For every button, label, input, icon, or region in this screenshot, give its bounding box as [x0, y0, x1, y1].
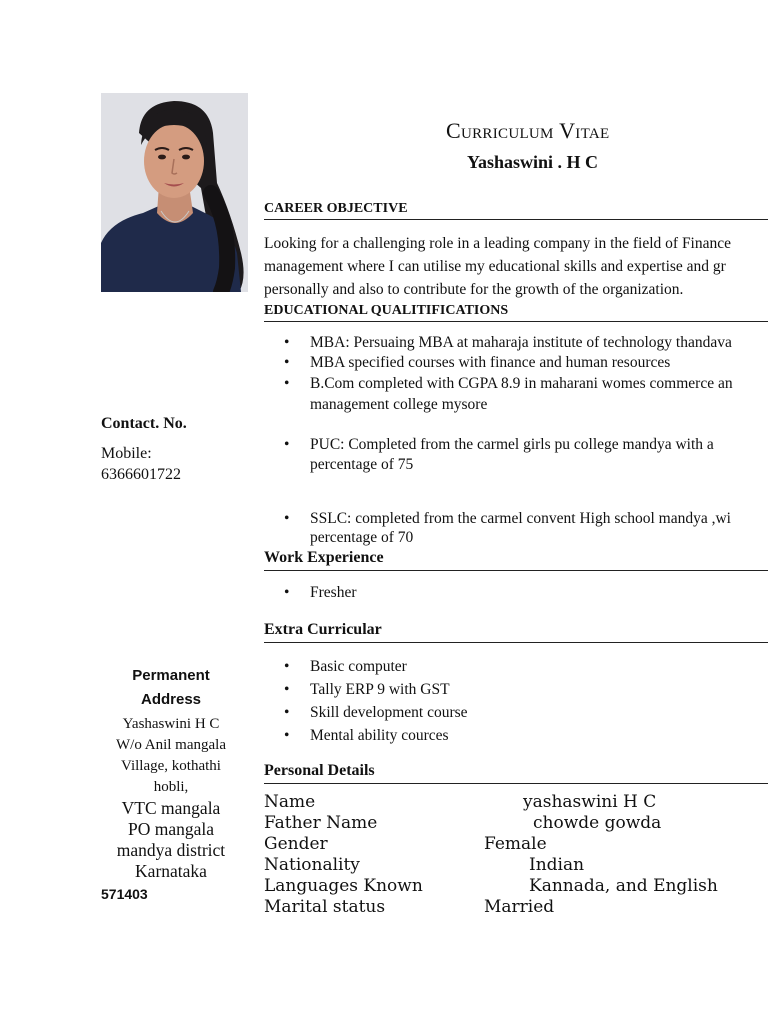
address-line: W/o Anil mangala [116, 737, 226, 753]
education-item [264, 373, 768, 415]
extra-curricular-text: Tally ERP 9 with GST [310, 681, 450, 698]
address-line: Village, kothathi [121, 758, 221, 774]
mobile-label: Mobile: [101, 445, 152, 462]
detail-label: Gender [264, 834, 328, 854]
address-line: mandya district [116, 840, 226, 860]
work-experience-item [264, 583, 768, 603]
detail-label: Name [264, 792, 316, 812]
education-item-text: • PUC: Completed from the carmel girls pu college mandya with a [310, 436, 714, 453]
address-line: Yashaswini H C [122, 716, 220, 732]
education-heading: EDUCATIONAL QUALITIFICATIONS [264, 302, 768, 322]
education-item-text: percentage of 70 [310, 529, 414, 546]
extra-curricular-item [264, 724, 768, 747]
personal-details-labels [264, 792, 423, 918]
address-line: PO mangala [127, 819, 215, 839]
detail-value-gender: Female [484, 834, 547, 854]
education-item-text: percentage of 75 [310, 456, 414, 473]
address-line: VTC mangala [121, 798, 221, 818]
education-item-text: • B.Com completed with CGPA 8.9 in maharani womes commerce an [310, 375, 733, 392]
candidate-name: Yashaswini . H C [467, 152, 599, 172]
work-experience-heading: Work Experience [264, 548, 768, 571]
detail-label: Marital status [264, 897, 386, 917]
personal-details-heading: Personal Details [264, 761, 768, 784]
education-item [264, 353, 768, 373]
contact-details [101, 443, 181, 485]
detail-label: Father Name [264, 813, 378, 833]
permanent-address [96, 664, 246, 882]
page-title: Curriculum Vitae [446, 118, 610, 143]
work-experience-list [264, 583, 768, 603]
extra-curricular-text: Basic computer [310, 658, 407, 675]
education-list [264, 333, 768, 547]
profile-photo [101, 93, 248, 292]
career-objective-heading: CAREER OBJECTIVE [264, 200, 768, 220]
address-pincode: 571403 [101, 886, 148, 902]
education-item [264, 509, 768, 547]
extra-curricular-item [264, 701, 768, 724]
address-line: hobli, [153, 779, 189, 795]
detail-value-marital: Married [484, 897, 555, 917]
contact-heading: Contact. No. [101, 415, 187, 432]
extra-curricular-item [264, 678, 768, 701]
address-heading-line1: Permanent [132, 667, 210, 684]
education-item-text: MBA: Persuaing MBA at maharaja institute of technology thandava [310, 334, 732, 351]
objective-line: Looking for a challenging role in a leading company in the field of Finance [264, 235, 732, 252]
detail-label: Nationality [264, 855, 360, 875]
education-item [264, 333, 768, 353]
extra-curricular-item [264, 655, 768, 678]
extra-curricular-list [264, 655, 768, 747]
detail-value-name: yashaswini H C [523, 792, 657, 812]
mobile-number: 6366601722 [101, 466, 181, 483]
detail-label: Languages Known [264, 876, 423, 896]
objective-line: management where I can utilise my educational skills and expertise and gr [264, 258, 726, 275]
extra-curricular-text: Skill development course [310, 704, 468, 721]
detail-value-languages: Kannada, and English [529, 876, 718, 896]
work-experience-text: Fresher [310, 584, 357, 601]
detail-value-father: chowde gowda [533, 813, 662, 833]
objective-line: personally and also to contribute for the growth of the organization. [264, 281, 684, 298]
education-item [264, 435, 768, 475]
education-item-text: management college mysore [310, 396, 488, 413]
extra-curricular-text: Mental ability cources [310, 727, 449, 744]
education-item-text: • SSLC: completed from the carmel convent High school mandya ,wi [310, 510, 731, 527]
address-heading-line2: Address [140, 691, 202, 708]
extra-curricular-heading: Extra Curricular [264, 620, 768, 643]
detail-value-nationality: Indian [529, 855, 585, 875]
career-objective-text [264, 232, 768, 301]
address-line: Karnataka [135, 861, 207, 881]
education-item-text: MBA specified courses with finance and human resources [310, 354, 671, 371]
portrait-image [101, 93, 248, 292]
